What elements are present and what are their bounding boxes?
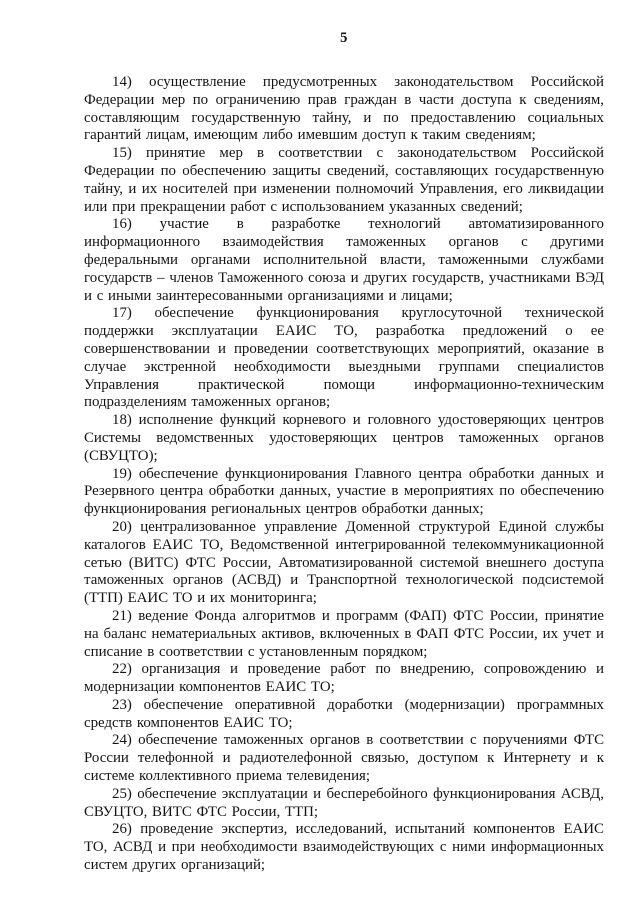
paragraph-item-26: 26) проведение экспертиз, исследований, испытаний компонентов ЕАИС ТО, АСВД и при необходимости взаимодействующих с ними информационных систем других организаций; (84, 821, 604, 874)
paragraph-item-22: 22) организация и проведение работ по внедрению, сопровождению и модернизации компонентов ЕАИС ТО; (84, 661, 604, 696)
paragraph-item-17: 17) обеспечение функционирования круглосуточной технической поддержки эксплуатации ЕАИС ТО, разработка предложений о ее совершенствовании и проведении соответствующих мероприятий, оказание в случае экстренной необходимости выездными группами специалистов Управления практической помощи информационно-техническим подразделениям таможенных органов; (84, 305, 604, 411)
paragraph-item-21: 21) ведение Фонда алгоритмов и программ (ФАП) ФТС России, принятие на баланс нематериальных активов, включенных в ФАП ФТС России, их учет и списание в соответствии с установленным порядком; (84, 607, 604, 660)
paragraph-item-20: 20) централизованное управление Доменной структурой Единой службы каталогов ЕАИС ТО, Ведомственной интегрированной телекоммуникационной сетью (ВИТС) ФТС России, Автоматизированной системой внешнего доступа таможенных органов (АСВД) и Транспортной технологической подсистемой (ТТП) ЕАИС ТО и их мониторинга; (84, 518, 604, 607)
document-body (84, 74, 604, 875)
page-number: 5 (340, 30, 348, 46)
paragraph-item-14: 14) осуществление предусмотренных законодательством Российской Федерации мер по ограничению прав граждан в части доступа к сведениям, составляющим государственную тайну, и по предоставлению социальных гарантий лицам, имеющим либо имевшим доступ к таким сведениям; (84, 74, 604, 144)
paragraph-item-23: 23) обеспечение оперативной доработки (модернизации) программных средств компонентов ЕАИС ТО; (84, 696, 604, 731)
paragraph-item-16: 16) участие в разработке технологий автоматизированного информационного взаимодействия таможенных органов с другими федеральными органами исполнительной власти, таможенными службами государств – членов Таможенного союза и других государств, участниками ВЭД и с иными заинтересованными организациями и лицами; (84, 216, 604, 304)
paragraph-item-18: 18) исполнение функций корневого и головного удостоверяющих центров Системы ведомственных удостоверяющих центров таможенных органов (СВУЦТО); (84, 412, 604, 464)
paragraph-item-24: 24) обеспечение таможенных органов в соответствии с поручениями ФТС России телефонной и радиотелефонной связью, доступом к Интернету и к системе коллективного приема телевидения; (84, 732, 604, 785)
paragraph-item-15: 15) принятие мер в соответствии с законодательством Российской Федерации по обеспечению защиты сведений, составляющих государственную тайну, и их носителей при изменении полномочий Управления, его ликвидации или при прекращении работ с использованием указанных сведений; (84, 145, 604, 215)
paragraph-item-19: 19) обеспечение функционирования Главного центра обработки данных и Резервного центра обработки данных, участие в мероприятиях по обеспечению функционирования региональных центров обработки данных; (84, 465, 604, 518)
paragraph-item-25: 25) обеспечение эксплуатации и бесперебойного функционирования АСВД, СВУЦТО, ВИТС ФТС России, ТТП; (84, 785, 604, 820)
